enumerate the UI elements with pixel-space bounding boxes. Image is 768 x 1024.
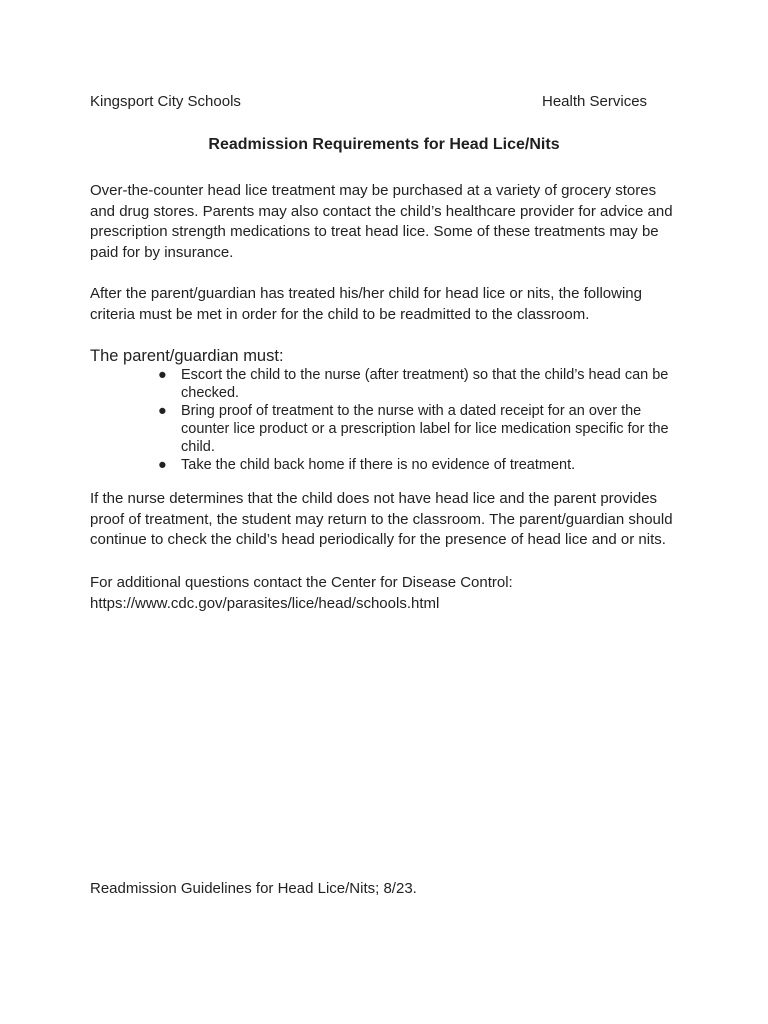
list-item-text: Bring proof of treatment to the nurse with a dated receipt for an over the counter lice product or a prescription label for lice medication specific for the child. — [181, 403, 669, 455]
cdc-link[interactable]: https://www.cdc.gov/parasites/lice/head/schools.html — [90, 594, 440, 612]
list-item-text: Take the child back home if there is no evidence of treatment. — [181, 457, 576, 473]
bullet-icon: ● — [158, 403, 167, 419]
header-organization: Kingsport City Schools — [90, 93, 241, 110]
contact-paragraph — [90, 573, 685, 614]
criteria-paragraph: After the parent/guardian has treated his/her child for head lice or nits, the following criteria must be met in order for the child to be readmitted to the classroom. — [90, 285, 642, 323]
header-department: Health Services — [542, 93, 648, 110]
document-title: Readmission Requirements for Head Lice/Nits — [208, 136, 560, 153]
document-footer: Readmission Guidelines for Head Lice/Nits; 8/23. — [90, 880, 417, 897]
list-item-text: Escort the child to the nurse (after treatment) so that the child’s head can be checked. — [181, 367, 669, 401]
list-item — [158, 402, 678, 456]
bullet-icon: ● — [158, 367, 167, 383]
requirements-list — [158, 366, 678, 474]
bullet-icon: ● — [158, 457, 167, 473]
intro-paragraph: Over-the-counter head lice treatment may be purchased at a variety of grocery stores and drug stores. Parents may also contact the child’s healthcare provider for advice and prescription strength medications to treat head lice. Some of these treatments may be paid for by insurance. — [90, 182, 673, 261]
list-item — [158, 456, 678, 474]
list-item — [158, 366, 678, 402]
return-paragraph: If the nurse determines that the child does not have head lice and the parent provides proof of treatment, the student may return to the classroom. The parent/guardian should continue to check the child’s head periodically for the presence of head lice and or nits. — [90, 490, 673, 548]
requirements-heading: The parent/guardian must: — [90, 347, 284, 365]
contact-text: For additional questions contact the Center for Disease Control: — [90, 574, 513, 591]
